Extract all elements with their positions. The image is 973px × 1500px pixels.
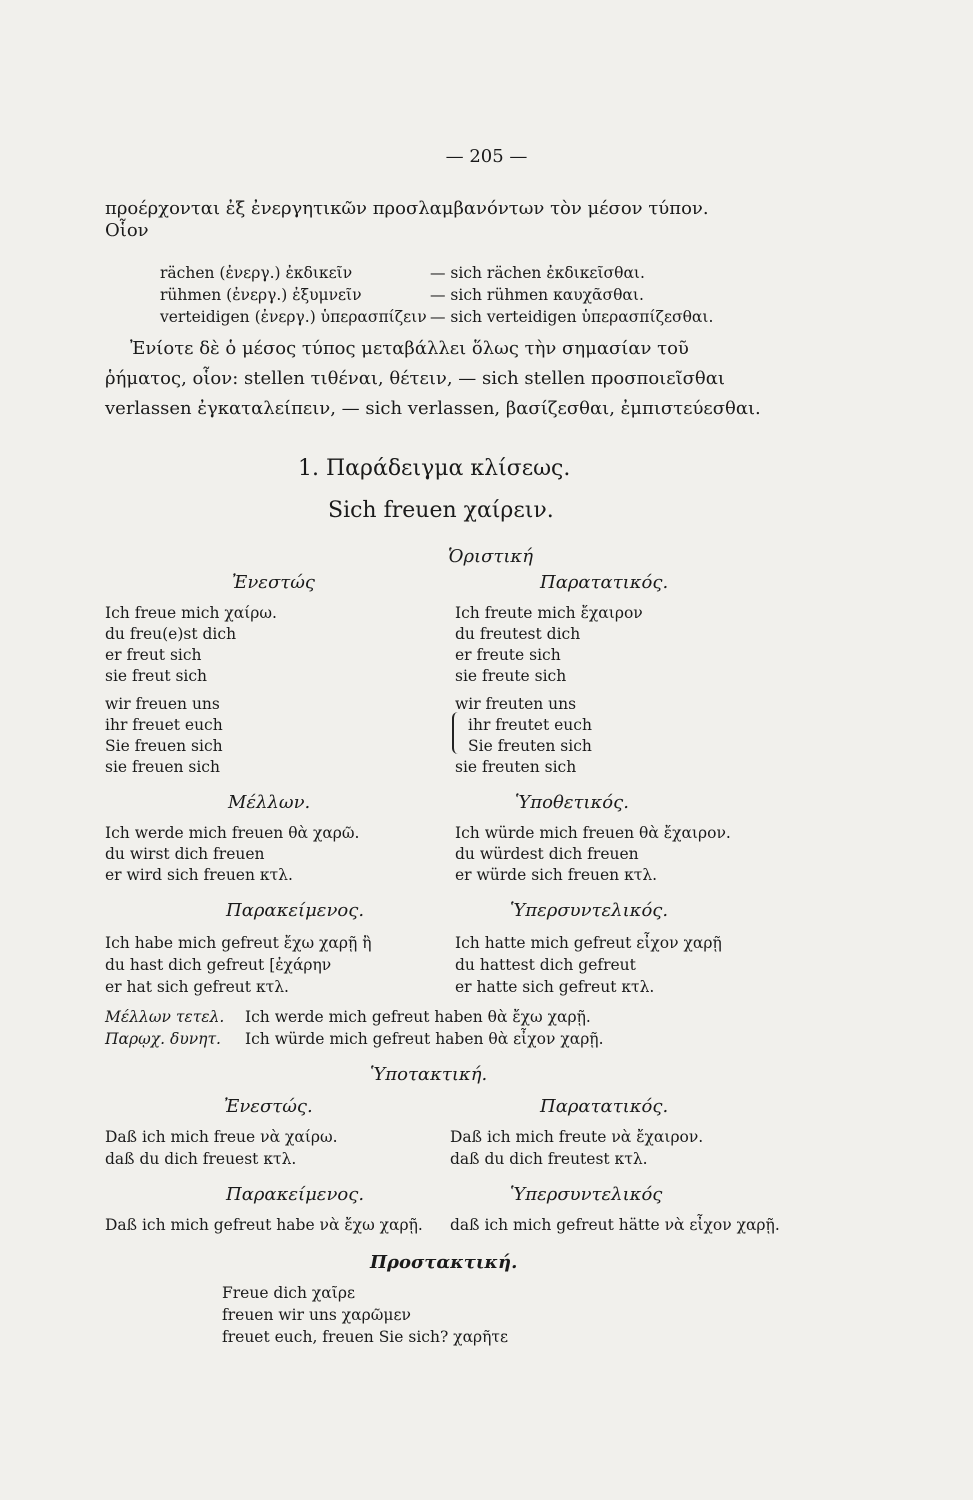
intro-line-2: Οἷον <box>105 220 149 241</box>
imperfect-line: wir freuten uns <box>455 695 577 713</box>
future-perfect-text: Ich werde mich gefreut haben θὰ ἔχω χαρῇ. <box>245 1008 591 1026</box>
present-line: ihr freuet euch <box>105 716 223 734</box>
imperative-line: Freue dich χαῖρε <box>222 1284 355 1302</box>
imperfect-line: Ich freute mich ἔχαιρον <box>455 604 643 622</box>
present-line: Ich freue mich χαίρω. <box>105 604 277 622</box>
verb-pair-left: rächen (ἐνεργ.) ἐκδικεῖν <box>160 264 353 282</box>
verb-pair-right: — sich verteidigen ὑπερασπίζεσθαι. <box>430 308 714 326</box>
verb-pair-left: rühmen (ἐνεργ.) ἐξυμνεῖν <box>160 286 362 304</box>
subj-present-line: Daß ich mich freue νὰ χαίρω. <box>105 1128 338 1146</box>
perfect-line: er hat sich gefreut κτλ. <box>105 978 289 996</box>
subj-imperfect-line: Daß ich mich freute νὰ ἔχαιρον. <box>450 1128 704 1146</box>
mood-subjunctive-heading: Ὑποτακτική. <box>370 1064 488 1085</box>
paragraph-line-1: Ἐνίοτε δὲ ὁ μέσος τύπος μεταβάλλει ὅλως τὴν σημασίαν τοῦ <box>130 338 689 359</box>
present-line: er freut sich <box>105 646 202 664</box>
imperfect-heading: Παρατατικός. <box>540 572 669 593</box>
pluperfect-heading: Ὑπερσυντελικός. <box>510 900 669 921</box>
conditional-heading: Ὑποθετικός. <box>515 792 629 813</box>
intro-line-1: προέρχονται ἐξ ἐνεργητικῶν προσλαμβανόντων τὸν μέσον τύπον. <box>105 198 709 219</box>
present-line: du freu(e)st dich <box>105 625 237 643</box>
verb-pair-left: verteidigen (ἐνεργ.) ὑπερασπίζειν <box>160 308 427 326</box>
conditional-line: er würde sich freuen κτλ. <box>455 866 658 884</box>
conditional-perfect-text: Ich würde mich gefreut haben θὰ εἶχον χαρῇ. <box>245 1030 604 1048</box>
imperfect-line: er freute sich <box>455 646 561 664</box>
present-line: sie freut sich <box>105 667 208 685</box>
page-number: — 205 — <box>445 146 528 167</box>
subj-perfect-line: Daß ich mich gefreut habe νὰ ἔχω χαρῇ. <box>105 1216 423 1234</box>
pluperfect-line: du hattest dich gefreut <box>455 956 636 974</box>
verb-pair-right: — sich rächen ἐκδικεῖσθαι. <box>430 264 645 282</box>
paragraph-line-3: verlassen ἐγκαταλείπειν, — sich verlassen, βασίζεσθαι, ἐμπιστεύεσθαι. <box>105 398 761 419</box>
pluperfect-line: Ich hatte mich gefreut εἶχον χαρῇ <box>455 934 722 952</box>
subj-pluperfect-heading: Ὑπερσυντελικός <box>510 1184 663 1205</box>
paragraph-line-2: ῥήματος, οἷον: stellen τιθέναι, θέτειν, — sich stellen προσποιεῖσθαι <box>105 368 725 389</box>
conditional-line: Ich würde mich freuen θὰ ἔχαιρον. <box>455 824 731 842</box>
future-line: du wirst dich freuen <box>105 845 265 863</box>
conditional-perfect-label: Παρῳχ. δυνητ. <box>105 1030 221 1048</box>
mood-imperative-heading: Προστακτική. <box>370 1252 518 1273</box>
subj-pluperfect-line: daß ich mich gefreut hätte νὰ εἶχον χαρῇ. <box>450 1216 780 1234</box>
imperfect-line: Sie freuten sich <box>468 737 592 755</box>
pluperfect-line: er hatte sich gefreut κτλ. <box>455 978 655 996</box>
brace-mark <box>452 712 464 754</box>
subj-perfect-heading: Παρακείμενος. <box>226 1184 365 1205</box>
present-line: sie freuen sich <box>105 758 220 776</box>
verb-pair-right: — sich rühmen καυχᾶσθαι. <box>430 286 644 304</box>
imperfect-line: sie freute sich <box>455 667 567 685</box>
perfect-line: Ich habe mich gefreut ἔχω χαρῇ ἢ <box>105 934 372 952</box>
verb-title: Sich freuen χαίρειν. <box>328 498 554 523</box>
future-heading: Μέλλων. <box>228 792 311 813</box>
subj-imperfect-heading: Παρατατικός. <box>540 1096 669 1117</box>
imperative-line: freuet euch, freuen Sie sich? χαρῆτε <box>222 1328 509 1346</box>
imperfect-line: sie freuten sich <box>455 758 577 776</box>
subj-present-line: daß du dich freuest κτλ. <box>105 1150 297 1168</box>
present-line: Sie freuen sich <box>105 737 223 755</box>
conditional-line: du würdest dich freuen <box>455 845 639 863</box>
imperative-line: freuen wir uns χαρῶμεν <box>222 1306 411 1324</box>
imperfect-line: du freutest dich <box>455 625 581 643</box>
subj-present-heading: Ἐνεστώς. <box>224 1096 313 1117</box>
future-perfect-label: Μέλλων τετελ. <box>105 1008 225 1026</box>
subj-imperfect-line: daß du dich freutest κτλ. <box>450 1150 648 1168</box>
perfect-line: du hast dich gefreut [ἐχάρην <box>105 956 332 974</box>
present-heading: Ἐνεστώς <box>232 572 315 593</box>
section-title: 1. Παράδειγμα κλίσεως. <box>298 456 571 481</box>
future-line: er wird sich freuen κτλ. <box>105 866 293 884</box>
mood-indicative-heading: Ὁριστική <box>448 546 533 567</box>
perfect-heading: Παρακείμενος. <box>226 900 365 921</box>
future-line: Ich werde mich freuen θὰ χαρῶ. <box>105 824 360 842</box>
present-line: wir freuen uns <box>105 695 220 713</box>
imperfect-line: ihr freutet euch <box>468 716 592 734</box>
